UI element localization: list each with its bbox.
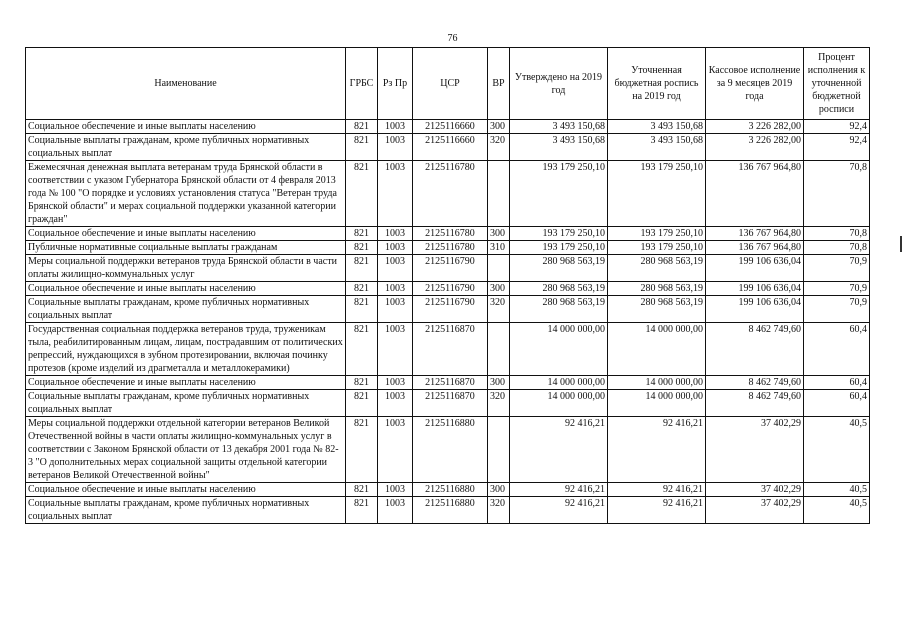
cell-name: Социальное обеспечение и иные выплаты населению xyxy=(26,227,346,241)
table-row xyxy=(26,120,870,134)
cell-csr: 2125116780 xyxy=(413,241,488,255)
cell-cash: 136 767 964,80 xyxy=(706,227,804,241)
cell-percent: 60,4 xyxy=(804,323,870,376)
cell-grbs: 821 xyxy=(346,161,378,227)
cell-refined: 14 000 000,00 xyxy=(608,390,706,417)
cell-csr: 2125116870 xyxy=(413,376,488,390)
cell-grbs: 821 xyxy=(346,296,378,323)
cell-rzpr: 1003 xyxy=(378,120,413,134)
cell-approved: 14 000 000,00 xyxy=(510,376,608,390)
cell-rzpr: 1003 xyxy=(378,282,413,296)
cell-cash: 37 402,29 xyxy=(706,417,804,483)
cell-percent: 40,5 xyxy=(804,497,870,524)
header-approved: Утверждено на 2019 год xyxy=(510,48,608,120)
cell-percent: 92,4 xyxy=(804,134,870,161)
cell-cash: 199 106 636,04 xyxy=(706,282,804,296)
header-cash: Кассовое исполнение за 9 месяцев 2019 года xyxy=(706,48,804,120)
cell-rzpr: 1003 xyxy=(378,161,413,227)
table-row xyxy=(26,296,870,323)
cell-grbs: 821 xyxy=(346,390,378,417)
table-row xyxy=(26,241,870,255)
cell-refined: 92 416,21 xyxy=(608,497,706,524)
cell-grbs: 821 xyxy=(346,417,378,483)
cell-name: Социальное обеспечение и иные выплаты населению xyxy=(26,282,346,296)
table-row xyxy=(26,376,870,390)
cell-refined: 3 493 150,68 xyxy=(608,134,706,161)
cell-cash: 8 462 749,60 xyxy=(706,376,804,390)
table-row xyxy=(26,227,870,241)
cell-percent: 70,8 xyxy=(804,161,870,227)
cell-approved: 280 968 563,19 xyxy=(510,282,608,296)
cell-vr: 300 xyxy=(488,120,510,134)
cell-refined: 14 000 000,00 xyxy=(608,376,706,390)
cell-grbs: 821 xyxy=(346,376,378,390)
cell-percent: 70,9 xyxy=(804,255,870,282)
cell-cash: 136 767 964,80 xyxy=(706,161,804,227)
cell-name: Социальное обеспечение и иные выплаты населению xyxy=(26,483,346,497)
table-row xyxy=(26,483,870,497)
cell-grbs: 821 xyxy=(346,497,378,524)
table-body xyxy=(26,120,870,524)
scan-edge-mark xyxy=(900,236,902,252)
header-vr: ВР xyxy=(488,48,510,120)
cell-cash: 8 462 749,60 xyxy=(706,323,804,376)
cell-vr xyxy=(488,161,510,227)
table-header-row xyxy=(26,48,870,120)
table-row xyxy=(26,323,870,376)
cell-approved: 193 179 250,10 xyxy=(510,161,608,227)
cell-csr: 2125116660 xyxy=(413,134,488,161)
cell-rzpr: 1003 xyxy=(378,390,413,417)
cell-approved: 92 416,21 xyxy=(510,417,608,483)
header-grbs: ГРБС xyxy=(346,48,378,120)
cell-vr: 310 xyxy=(488,241,510,255)
cell-refined: 280 968 563,19 xyxy=(608,255,706,282)
cell-name: Социальное обеспечение и иные выплаты населению xyxy=(26,120,346,134)
cell-csr: 2125116880 xyxy=(413,483,488,497)
cell-name: Социальные выплаты гражданам, кроме публичных нормативных социальных выплат xyxy=(26,390,346,417)
cell-cash: 37 402,29 xyxy=(706,483,804,497)
cell-csr: 2125116790 xyxy=(413,282,488,296)
table-row xyxy=(26,417,870,483)
cell-refined: 193 179 250,10 xyxy=(608,161,706,227)
cell-approved: 92 416,21 xyxy=(510,483,608,497)
cell-name: Меры социальной поддержки отдельной категории ветеранов Великой Отечественной войны в части оплаты жилищно-коммунальных услуг в соответствии с Законом Брянской области от 13 декабря 2001 года № 82-3 "О дополнительных мерах социальной защиты отдельной категории ветеранов Великой Отечественной войны" xyxy=(26,417,346,483)
table-row xyxy=(26,255,870,282)
cell-name: Социальные выплаты гражданам, кроме публичных нормативных социальных выплат xyxy=(26,497,346,524)
cell-name: Меры социальной поддержки ветеранов труда Брянской области в части оплаты жилищно-коммунальных услуг xyxy=(26,255,346,282)
cell-vr: 320 xyxy=(488,497,510,524)
cell-rzpr: 1003 xyxy=(378,376,413,390)
cell-cash: 8 462 749,60 xyxy=(706,390,804,417)
cell-grbs: 821 xyxy=(346,241,378,255)
cell-refined: 92 416,21 xyxy=(608,417,706,483)
cell-vr: 300 xyxy=(488,227,510,241)
table-row xyxy=(26,497,870,524)
cell-refined: 3 493 150,68 xyxy=(608,120,706,134)
header-name: Наименование xyxy=(26,48,346,120)
cell-rzpr: 1003 xyxy=(378,134,413,161)
cell-approved: 3 493 150,68 xyxy=(510,134,608,161)
cell-csr: 2125116880 xyxy=(413,417,488,483)
cell-approved: 280 968 563,19 xyxy=(510,255,608,282)
cell-approved: 14 000 000,00 xyxy=(510,323,608,376)
cell-csr: 2125116660 xyxy=(413,120,488,134)
cell-rzpr: 1003 xyxy=(378,483,413,497)
table-row xyxy=(26,390,870,417)
cell-cash: 3 226 282,00 xyxy=(706,134,804,161)
cell-rzpr: 1003 xyxy=(378,323,413,376)
cell-vr: 320 xyxy=(488,296,510,323)
cell-cash: 3 226 282,00 xyxy=(706,120,804,134)
cell-percent: 70,8 xyxy=(804,241,870,255)
cell-grbs: 821 xyxy=(346,323,378,376)
cell-rzpr: 1003 xyxy=(378,296,413,323)
cell-grbs: 821 xyxy=(346,120,378,134)
cell-grbs: 821 xyxy=(346,483,378,497)
cell-rzpr: 1003 xyxy=(378,497,413,524)
cell-percent: 92,4 xyxy=(804,120,870,134)
cell-refined: 193 179 250,10 xyxy=(608,227,706,241)
header-rzpr: Рз Пр xyxy=(378,48,413,120)
cell-csr: 2125116870 xyxy=(413,323,488,376)
cell-percent: 70,9 xyxy=(804,282,870,296)
cell-vr xyxy=(488,417,510,483)
cell-vr: 320 xyxy=(488,390,510,417)
cell-csr: 2125116780 xyxy=(413,227,488,241)
cell-approved: 3 493 150,68 xyxy=(510,120,608,134)
cell-refined: 92 416,21 xyxy=(608,483,706,497)
cell-percent: 60,4 xyxy=(804,390,870,417)
cell-name: Социальное обеспечение и иные выплаты населению xyxy=(26,376,346,390)
cell-csr: 2125116880 xyxy=(413,497,488,524)
table-row xyxy=(26,161,870,227)
cell-approved: 193 179 250,10 xyxy=(510,227,608,241)
cell-rzpr: 1003 xyxy=(378,417,413,483)
header-csr: ЦСР xyxy=(413,48,488,120)
table-row xyxy=(26,134,870,161)
cell-percent: 70,9 xyxy=(804,296,870,323)
cell-percent: 40,5 xyxy=(804,417,870,483)
cell-cash: 136 767 964,80 xyxy=(706,241,804,255)
page-number: 76 xyxy=(447,33,458,44)
cell-rzpr: 1003 xyxy=(378,241,413,255)
cell-grbs: 821 xyxy=(346,134,378,161)
cell-cash: 37 402,29 xyxy=(706,497,804,524)
cell-csr: 2125116780 xyxy=(413,161,488,227)
cell-csr: 2125116790 xyxy=(413,296,488,323)
cell-approved: 92 416,21 xyxy=(510,497,608,524)
cell-refined: 193 179 250,10 xyxy=(608,241,706,255)
cell-csr: 2125116870 xyxy=(413,390,488,417)
header-refined: Уточненная бюджетная роспись на 2019 год xyxy=(608,48,706,120)
cell-vr: 300 xyxy=(488,282,510,296)
cell-grbs: 821 xyxy=(346,282,378,296)
cell-percent: 60,4 xyxy=(804,376,870,390)
cell-vr: 300 xyxy=(488,483,510,497)
cell-name: Социальные выплаты гражданам, кроме публичных нормативных социальных выплат xyxy=(26,134,346,161)
cell-name: Ежемесячная денежная выплата ветеранам труда Брянской области в соответствии с указом Губернатора Брянской области от 4 февраля 2013 года № 100 "О порядке и условиях установления статуса "Ветеран труда Брянской области" и мерах социальной поддержки указанной категории граждан" xyxy=(26,161,346,227)
cell-refined: 14 000 000,00 xyxy=(608,323,706,376)
cell-vr xyxy=(488,323,510,376)
table-row xyxy=(26,282,870,296)
cell-name: Публичные нормативные социальные выплаты гражданам xyxy=(26,241,346,255)
budget-table xyxy=(25,47,870,524)
cell-approved: 14 000 000,00 xyxy=(510,390,608,417)
cell-refined: 280 968 563,19 xyxy=(608,282,706,296)
cell-rzpr: 1003 xyxy=(378,255,413,282)
cell-refined: 280 968 563,19 xyxy=(608,296,706,323)
cell-csr: 2125116790 xyxy=(413,255,488,282)
cell-rzpr: 1003 xyxy=(378,227,413,241)
header-percent: Процент исполнения к уточненной бюджетной росписи xyxy=(804,48,870,120)
cell-percent: 40,5 xyxy=(804,483,870,497)
cell-grbs: 821 xyxy=(346,227,378,241)
cell-name: Государственная социальная поддержка ветеранов труда, труженикам тыла, реабилитированным лицам, лицам, пострадавшим от политических репрессий, нуждающихся в зубном протезировании, включая починку протезов (кроме изделий из драгметалла и металлокерамики) xyxy=(26,323,346,376)
cell-vr: 320 xyxy=(488,134,510,161)
cell-vr: 300 xyxy=(488,376,510,390)
cell-approved: 193 179 250,10 xyxy=(510,241,608,255)
cell-cash: 199 106 636,04 xyxy=(706,255,804,282)
cell-percent: 70,8 xyxy=(804,227,870,241)
cell-vr xyxy=(488,255,510,282)
cell-grbs: 821 xyxy=(346,255,378,282)
cell-cash: 199 106 636,04 xyxy=(706,296,804,323)
cell-name: Социальные выплаты гражданам, кроме публичных нормативных социальных выплат xyxy=(26,296,346,323)
cell-approved: 280 968 563,19 xyxy=(510,296,608,323)
